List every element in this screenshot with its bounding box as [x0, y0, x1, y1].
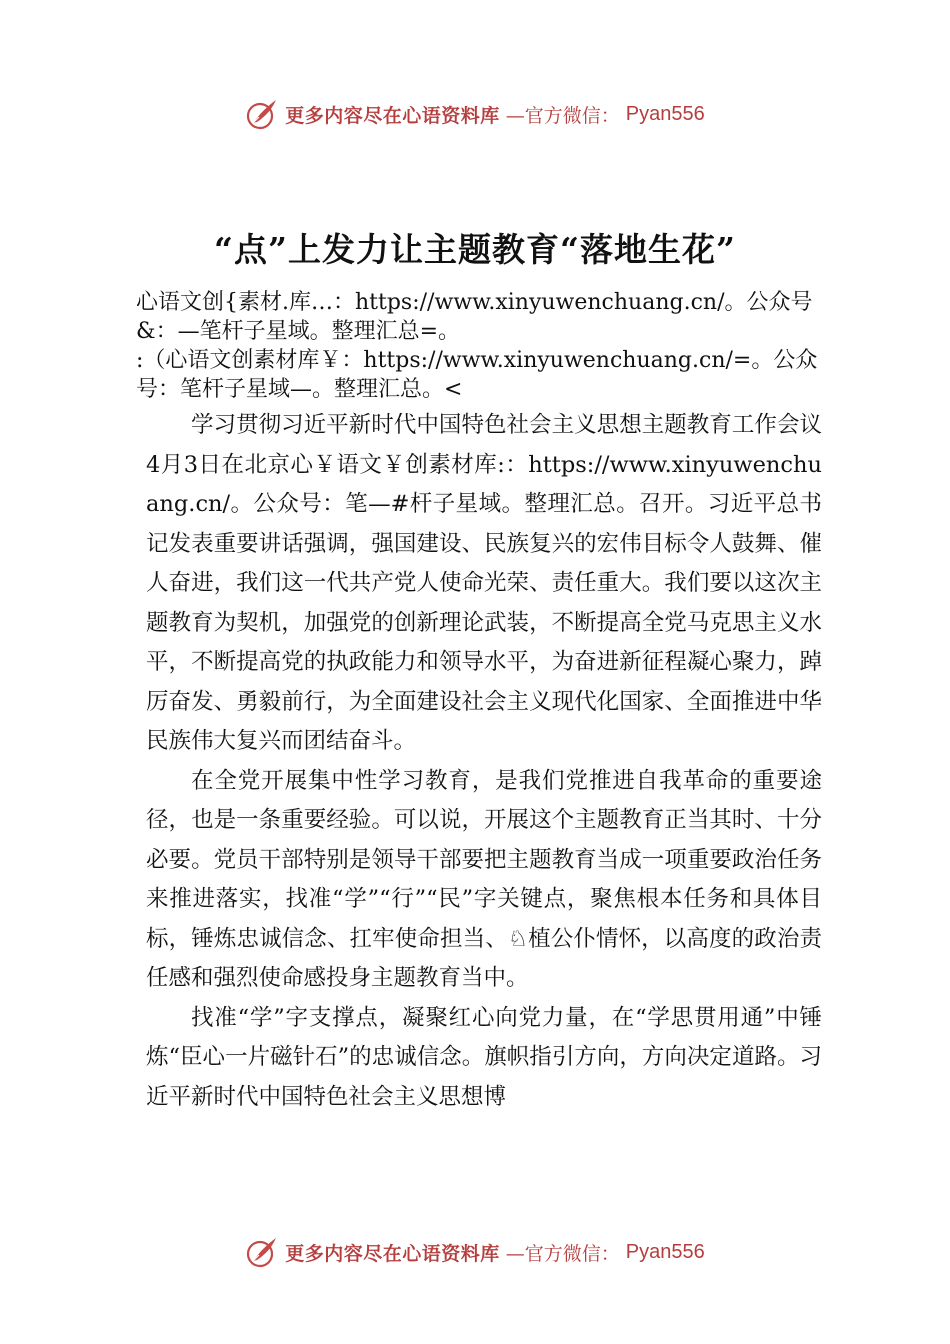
- source-line: 心语文创{素材.库…：https://www.xinyuwenchuang.cn/。公众号&：—笔杆子星域。整理汇总=。: [136, 290, 813, 344]
- body-paragraph: 找准“学”字支撑点，凝聚红心向党力量，在“学思贯用通”中锤炼“臣心一片磁针石”的忠诚信念。旗帜指引方向，方向决定道路。习近平新时代中国特色社会主义思想博: [146, 1004, 822, 1110]
- header-watermark: [0, 94, 950, 134]
- quill-logo-icon: [245, 1235, 279, 1269]
- header-slogan: 更多内容尽在心语资料库: [285, 104, 500, 127]
- footer-slogan: 更多内容尽在心语资料库: [285, 1242, 500, 1265]
- body-paragraph: 学习贯彻习近平新时代中国特色社会主义思想主题教育工作会议4月3日在北京心￥语文￥创素材库:：https://www.xinyuwenchuang.cn/。公众号：笔—#杆子星域。整理汇总。召开。习近平总书记发表重要讲话强调，强国建设、民族复兴的宏伟目标令人鼓舞、催人奋进，我们这一代共产党人使命光荣、责任重大。我们要以这次主题教育为契机，加强党的创新理论武装，不断提高全党马克思主义水平，不断提高党的执政能力和领导水平，为奋进新征程凝心聚力，踔厉奋发、勇毅前行，为全面建设社会主义现代化国家、全面推进中华民族伟大复兴而团结奋斗。: [146, 412, 822, 754]
- header-wechat-label: —官方微信：: [505, 104, 620, 127]
- footer-wechat-label: —官方微信：: [505, 1242, 620, 1265]
- body-paragraph: 在全党开展集中性学习教育，是我们党推进自我革命的重要途径，也是一条重要经验。可以说，开展这个主题教育正当其时、十分必要。党员干部特别是领导干部要把主题教育当成一项重要政治任务来推进落实，找准“学”“行”“民”字关键点，聚焦根本任务和具体目标，锤炼忠诚信念、扛牢使命担当、♘植公仆情怀，以高度的政治责任感和强烈使命感投身主题教育当中。: [146, 767, 822, 991]
- source-line: :（心语文创素材库￥：https://www.xinyuwenchuang.cn/=。公众号：笔杆子星域—。整理汇总。<: [136, 348, 818, 402]
- footer-watermark: [0, 1232, 950, 1272]
- footer-wechat-id: Pyan556: [625, 1240, 705, 1263]
- document-title: “点”上发力让主题教育“落地生花”: [214, 230, 736, 270]
- header-wechat-id: Pyan556: [625, 102, 705, 125]
- quill-logo-icon: [245, 97, 279, 131]
- source-notice: [136, 288, 826, 404]
- document-body: [146, 406, 822, 1117]
